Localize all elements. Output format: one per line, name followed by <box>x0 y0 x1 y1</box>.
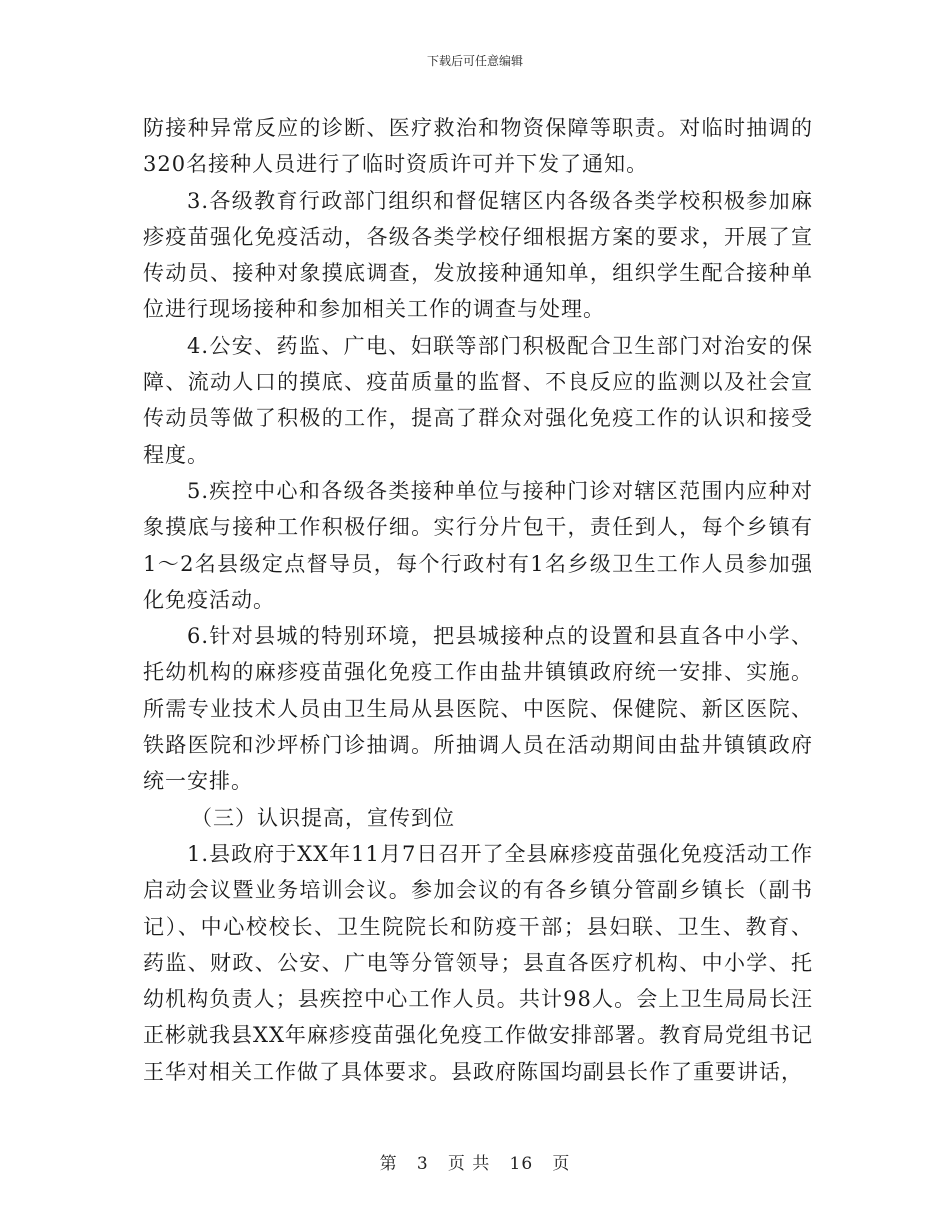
paragraph-item-3: 3.各级教育行政部门组织和督促辖区内各级各类学校积极参加麻疹疫苗强化免疫活动，各级各类学校仔细根据方案的要求，开展了宣传动员、接种对象摸底调查，发放接种通知单，组织学生配合接种单位进行现场接种和参加相关工作的调查与处理。 <box>143 188 813 322</box>
paragraph-item-5: 5.疾控中心和各级各类接种单位与接种门诊对辖区范围内应种对象摸底与接种工作积极仔细。实行分片包干，责任到人，每个乡镇有1～2名县级定点督导员，每个行政村有1名乡级卫生工作人员参加强化免疫活动。 <box>143 478 813 612</box>
page-header <box>0 53 950 69</box>
footer-middle: 页 共 <box>447 1154 491 1174</box>
paragraph-continuation: 防接种异常反应的诊断、医疗救治和物资保障等职责。对临时抽调的320名接种人员进行了临时资质许可并下发了通知。 <box>143 116 813 177</box>
section-heading: （三）认识提高，宣传到位 <box>191 805 455 830</box>
paragraph-item-1: 1.县政府于XX年11月7日召开了全县麻疹疫苗强化免疫活动工作启动会议暨业务培训会议。参加会议的有各乡镇分管副乡镇长（副书记）、中心校校长、卫生院院长和防疫干部；县妇联、卫生、教育、药监、财政、公安、广电等分管领导；县直各医疗机构、中小学、托幼机构负责人；县疾控中心工作人员。共计98人。会上卫生局局长汪正彬就我县XX年麻疹疫苗强化免疫工作做安排部署。教育局党组书记王华对相关工作做了具体要求。县政府陈国均副县长作了重要讲话， <box>143 841 813 1084</box>
page-footer <box>0 1153 950 1175</box>
footer-page-number: 3 <box>416 1154 429 1174</box>
footer-prefix: 第 <box>379 1154 398 1174</box>
paragraph-item-4: 4.公安、药监、广电、妇联等部门积极配合卫生部门对治安的保障、流动人口的摸底、疫苗质量的监督、不良反应的监测以及社会宣传动员等做了积极的工作，提高了群众对强化免疫工作的认识和接受程度。 <box>143 333 813 467</box>
document-body <box>143 110 813 1090</box>
footer-total-pages: 16 <box>509 1154 534 1174</box>
footer-suffix: 页 <box>552 1154 571 1174</box>
paragraph-item-6: 6.针对县城的特别环境，把县城接种点的设置和县直各中小学、托幼机构的麻疹疫苗强化免疫工作由盐井镇镇政府统一安排、实施。所需专业技术人员由卫生局从县医院、中医院、保健院、新区医院、铁路医院和沙坪桥门诊抽调。所抽调人员在活动期间由盐井镇镇政府统一安排。 <box>143 624 813 794</box>
header-text: 下载后可任意编辑 <box>426 54 523 68</box>
